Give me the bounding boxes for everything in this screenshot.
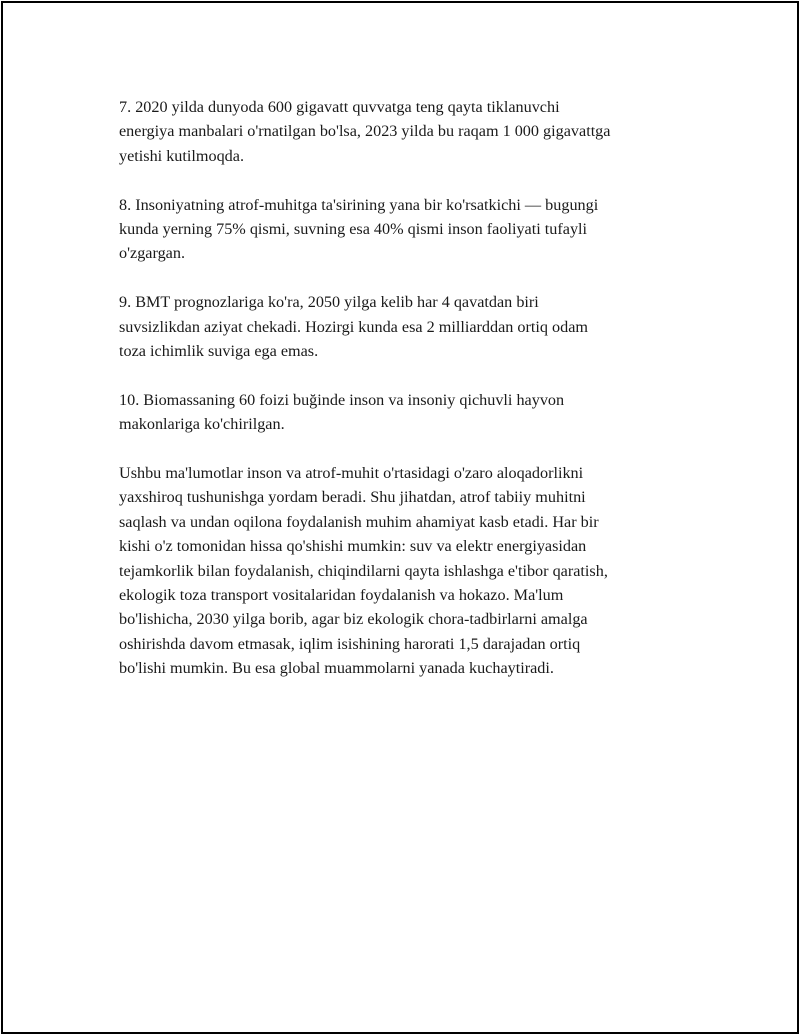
paragraph-item-9: 9. BMT prognozlariga ko'ra, 2050 yilga kelib har 4 qavatdan biri suvsizlikdan aziyat chekadi. Hozirgi kunda esa 2 milliarddan ortiq odam toza ichimlik suviga ega emas.: [119, 293, 589, 361]
document-body: [119, 95, 699, 705]
page-frame: [1, 1, 799, 1034]
paragraph-conclusion: Ushbu ma'lumotlar inson va atrof-muhit o'rtasidagi o'zaro aloqadorlikni yaxshiroq tushunishga yordam beradi. Shu jihatdan, atrof tabiiy muhitni saqlash va undan oqilona foydalanish muhim ahamiyat kasb etadi. Har bir kishi o'z tomonidan hissa qo'shishi mumkin: suv va elektr energiyasidan tejamkorlik bilan foydalanish, chiqindilarni qayta ishlashga e'tibor qaratish, ekologik toza transport vositalaridan foydalanish va hokazo. Ma'lum bo'lishicha, 2030 yilga borib, agar biz ekologik chora-tadbirlarni amalga oshirishda davom etmasak, iqlim isishining harorati 1,5 darajadan ortiq bo'lishi mumkin. Bu esa global muammolarni yanada kuchaytiradi.: [119, 464, 608, 678]
paragraph-item-8: 8. Insoniyatning atrof-muhitga ta'sirining yana bir ko'rsatkichi — bugungi kunda yerning 75% qismi, suvning esa 40% qismi inson faoliyati tufayli o'zgargan.: [119, 195, 599, 263]
paragraph-item-7: 7. 2020 yilda dunyoda 600 gigavatt quvvatga teng qayta tiklanuvchi energiya manbalari o'rnatilgan bo'lsa, 2023 yilda bu raqam 1 000 gigavattga yetishi kutilmoqda.: [119, 98, 611, 165]
paragraph-item-10: 10. Biomassaning 60 foizi buğinde inson va insoniy qichuvli hayvon makonlariga ko'chirilgan.: [119, 390, 565, 434]
